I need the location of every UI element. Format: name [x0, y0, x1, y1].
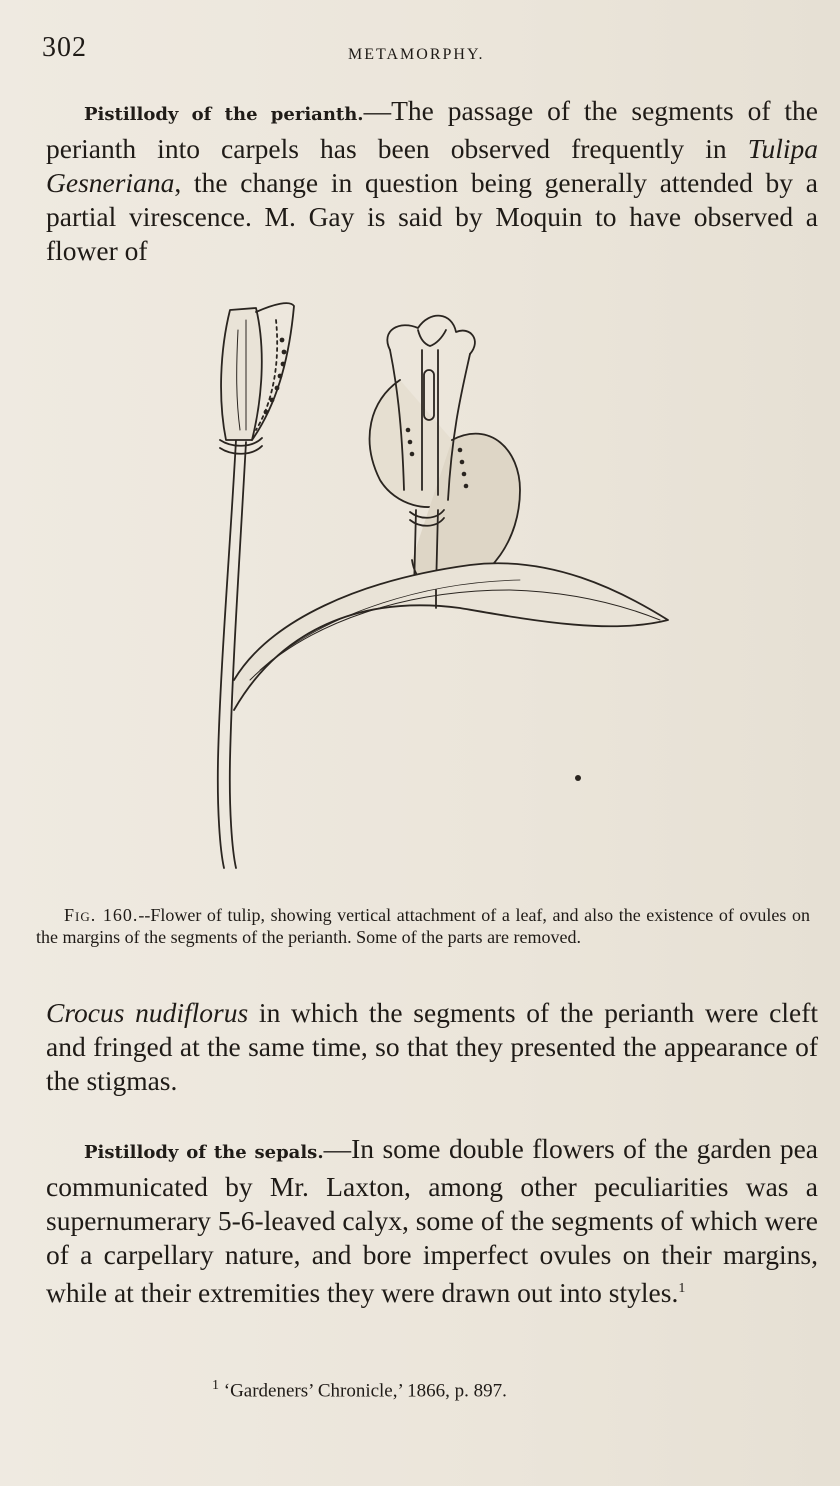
footnote	[212, 1378, 507, 1402]
paragraph3-text-a: —In some double flowers of the garden pea communicated by Mr. Laxton, among other peculiarities was a supernumerary 5-6-leaved calyx, some of the segments of which were of a carpellary nature, and bore imperfect ovules on their margins, while at their extremities they were drawn out into styles.	[46, 1133, 818, 1309]
figure-label: Fig. 160.	[64, 905, 139, 925]
paragraph1-text-a: —The passage of the segments of the perianth into carpels has been observed frequently in	[46, 95, 818, 164]
section-heading-sepals: Pistillody of the sepals.	[84, 1142, 324, 1163]
figure-caption	[36, 904, 810, 948]
tulip-flower-illustration	[190, 290, 680, 880]
species-name-tulipa: Tulipa Gesneriana	[46, 133, 818, 198]
running-head: METAMORPHY.	[348, 46, 485, 63]
paragraph-crocus	[46, 996, 818, 1098]
footnote-reference: 1	[678, 1281, 686, 1296]
figure-caption-text: --Flower of tulip, showing vertical attachment of a leaf, and also the existence of ovules on the margins of the segments of the perianth. Some of the parts are removed.	[36, 905, 810, 947]
section-heading-perianth: Pistillody of the perianth.	[84, 104, 364, 125]
paragraph-pistillody-sepals	[46, 1132, 818, 1310]
paragraph1-text-b: , the change in question being generally attended by a partial virescence. M. Gay is said by Moquin to have observed a flower of	[46, 167, 818, 266]
footnote-marker: 1	[212, 1378, 219, 1393]
footnote-text: ‘Gardeners’ Chronicle,’ 1866, p. 897.	[219, 1380, 507, 1402]
paragraph-pistillody-perianth	[46, 94, 818, 268]
page-number: 302	[42, 32, 87, 63]
page-header	[42, 32, 812, 72]
species-name-crocus: Crocus nudiflorus	[46, 997, 249, 1028]
paragraph2-text-a: in which the segments of the perianth were cleft and fringed at the same time, so that they presented the appearance of the stigmas.	[46, 997, 818, 1096]
